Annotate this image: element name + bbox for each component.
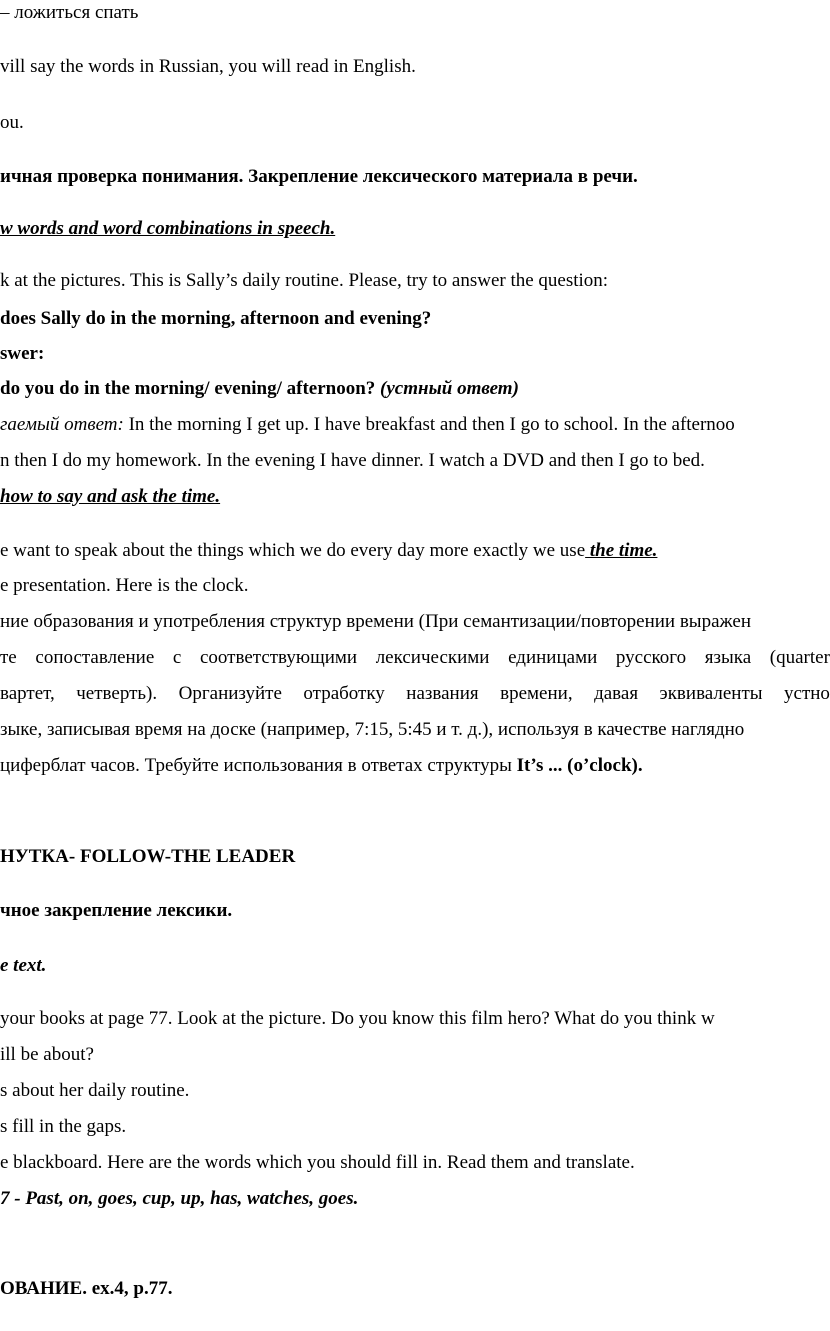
text-line: vill say the words in Russian, you will read in English. xyxy=(0,56,416,77)
section-heading: НУТКА- FOLLOW-THE LEADER xyxy=(0,846,296,867)
text-line: k at the pictures. This is Sally’s daily routine. Please, try to answer the question: xyxy=(0,270,609,291)
word: эквиваленты xyxy=(659,683,763,704)
text-fragment: e want to speak about the things which we do every day more exactly we use xyxy=(0,540,586,561)
text-line xyxy=(0,414,735,436)
word: отработку xyxy=(303,683,385,704)
answer-label: swer: xyxy=(0,343,45,364)
section-heading: чное закрепление лексики. xyxy=(0,900,233,921)
word: устно xyxy=(784,683,830,704)
text-fragment: циферблат часов. Требуйте использования в ответах структуры xyxy=(0,755,517,776)
word: Организуйте xyxy=(178,683,282,704)
question-text: do you do in the morning/ evening/ afternoon? xyxy=(0,378,376,399)
word: четверть). xyxy=(76,683,158,704)
word: (quarter xyxy=(769,647,830,668)
structure-text: It’s ... (o’clock). xyxy=(516,755,643,776)
answer-type-note: (устный ответ) xyxy=(380,378,519,399)
word: русского xyxy=(615,647,687,668)
section-subheading: w words and word combinations in speech. xyxy=(0,218,336,239)
question-line: does Sally do in the morning, afternoon and evening? xyxy=(0,308,432,329)
homework-line: ОВАНИЕ. ex.4, p.77. xyxy=(0,1278,173,1299)
text-line: – ложиться спать xyxy=(0,2,139,23)
text-line: ill be about? xyxy=(0,1044,94,1065)
text-line: ou. xyxy=(0,112,24,133)
justified-line xyxy=(0,647,830,669)
text-line: s about her daily routine. xyxy=(0,1080,190,1101)
text-line: зыке, записывая время на доске (например, 7:15, 5:45 и т. д.), используя в качестве наглядно xyxy=(0,719,745,740)
text-line: e blackboard. Here are the words which you should fill in. Read them and translate. xyxy=(0,1152,635,1173)
word: сопоставление xyxy=(35,647,155,668)
word: единицами xyxy=(508,647,598,668)
word: времени, xyxy=(500,683,573,704)
word: те xyxy=(0,647,17,668)
expected-answer-text: In the morning I get up. I have breakfast and then I go to school. In the afternoo xyxy=(123,414,735,435)
text-line: e presentation. Here is the clock. xyxy=(0,575,249,596)
word: соответствующими xyxy=(200,647,358,668)
word: языка xyxy=(704,647,752,668)
question-line xyxy=(0,378,519,400)
section-subheading: how to say and ask the time. xyxy=(0,486,221,507)
word: вартет, xyxy=(0,683,55,704)
word: лексическими xyxy=(375,647,490,668)
word: давая xyxy=(594,683,639,704)
word-list: 7 - Past, on, goes, cup, up, has, watches, goes. xyxy=(0,1188,359,1209)
section-heading: ичная проверка понимания. Закрепление лексического материала в речи. xyxy=(0,166,638,187)
text-line: ние образования и употребления структур времени (При семантизации/повторении выражен xyxy=(0,611,751,632)
justified-line xyxy=(0,683,830,705)
text-line xyxy=(0,755,643,777)
text-line: s fill in the gaps. xyxy=(0,1116,127,1137)
text-line: your books at page 77. Look at the picture. Do you know this film hero? What do you think w xyxy=(0,1008,715,1029)
word: с xyxy=(172,647,182,668)
section-subheading: e text. xyxy=(0,955,47,976)
emphasis-text: the time. xyxy=(585,540,658,561)
expected-answer-label: гаемый ответ: xyxy=(0,414,124,435)
text-line: n then I do my homework. In the evening I have dinner. I watch a DVD and then I go to bed. xyxy=(0,450,705,471)
text-line xyxy=(0,540,657,562)
word: названия xyxy=(406,683,479,704)
